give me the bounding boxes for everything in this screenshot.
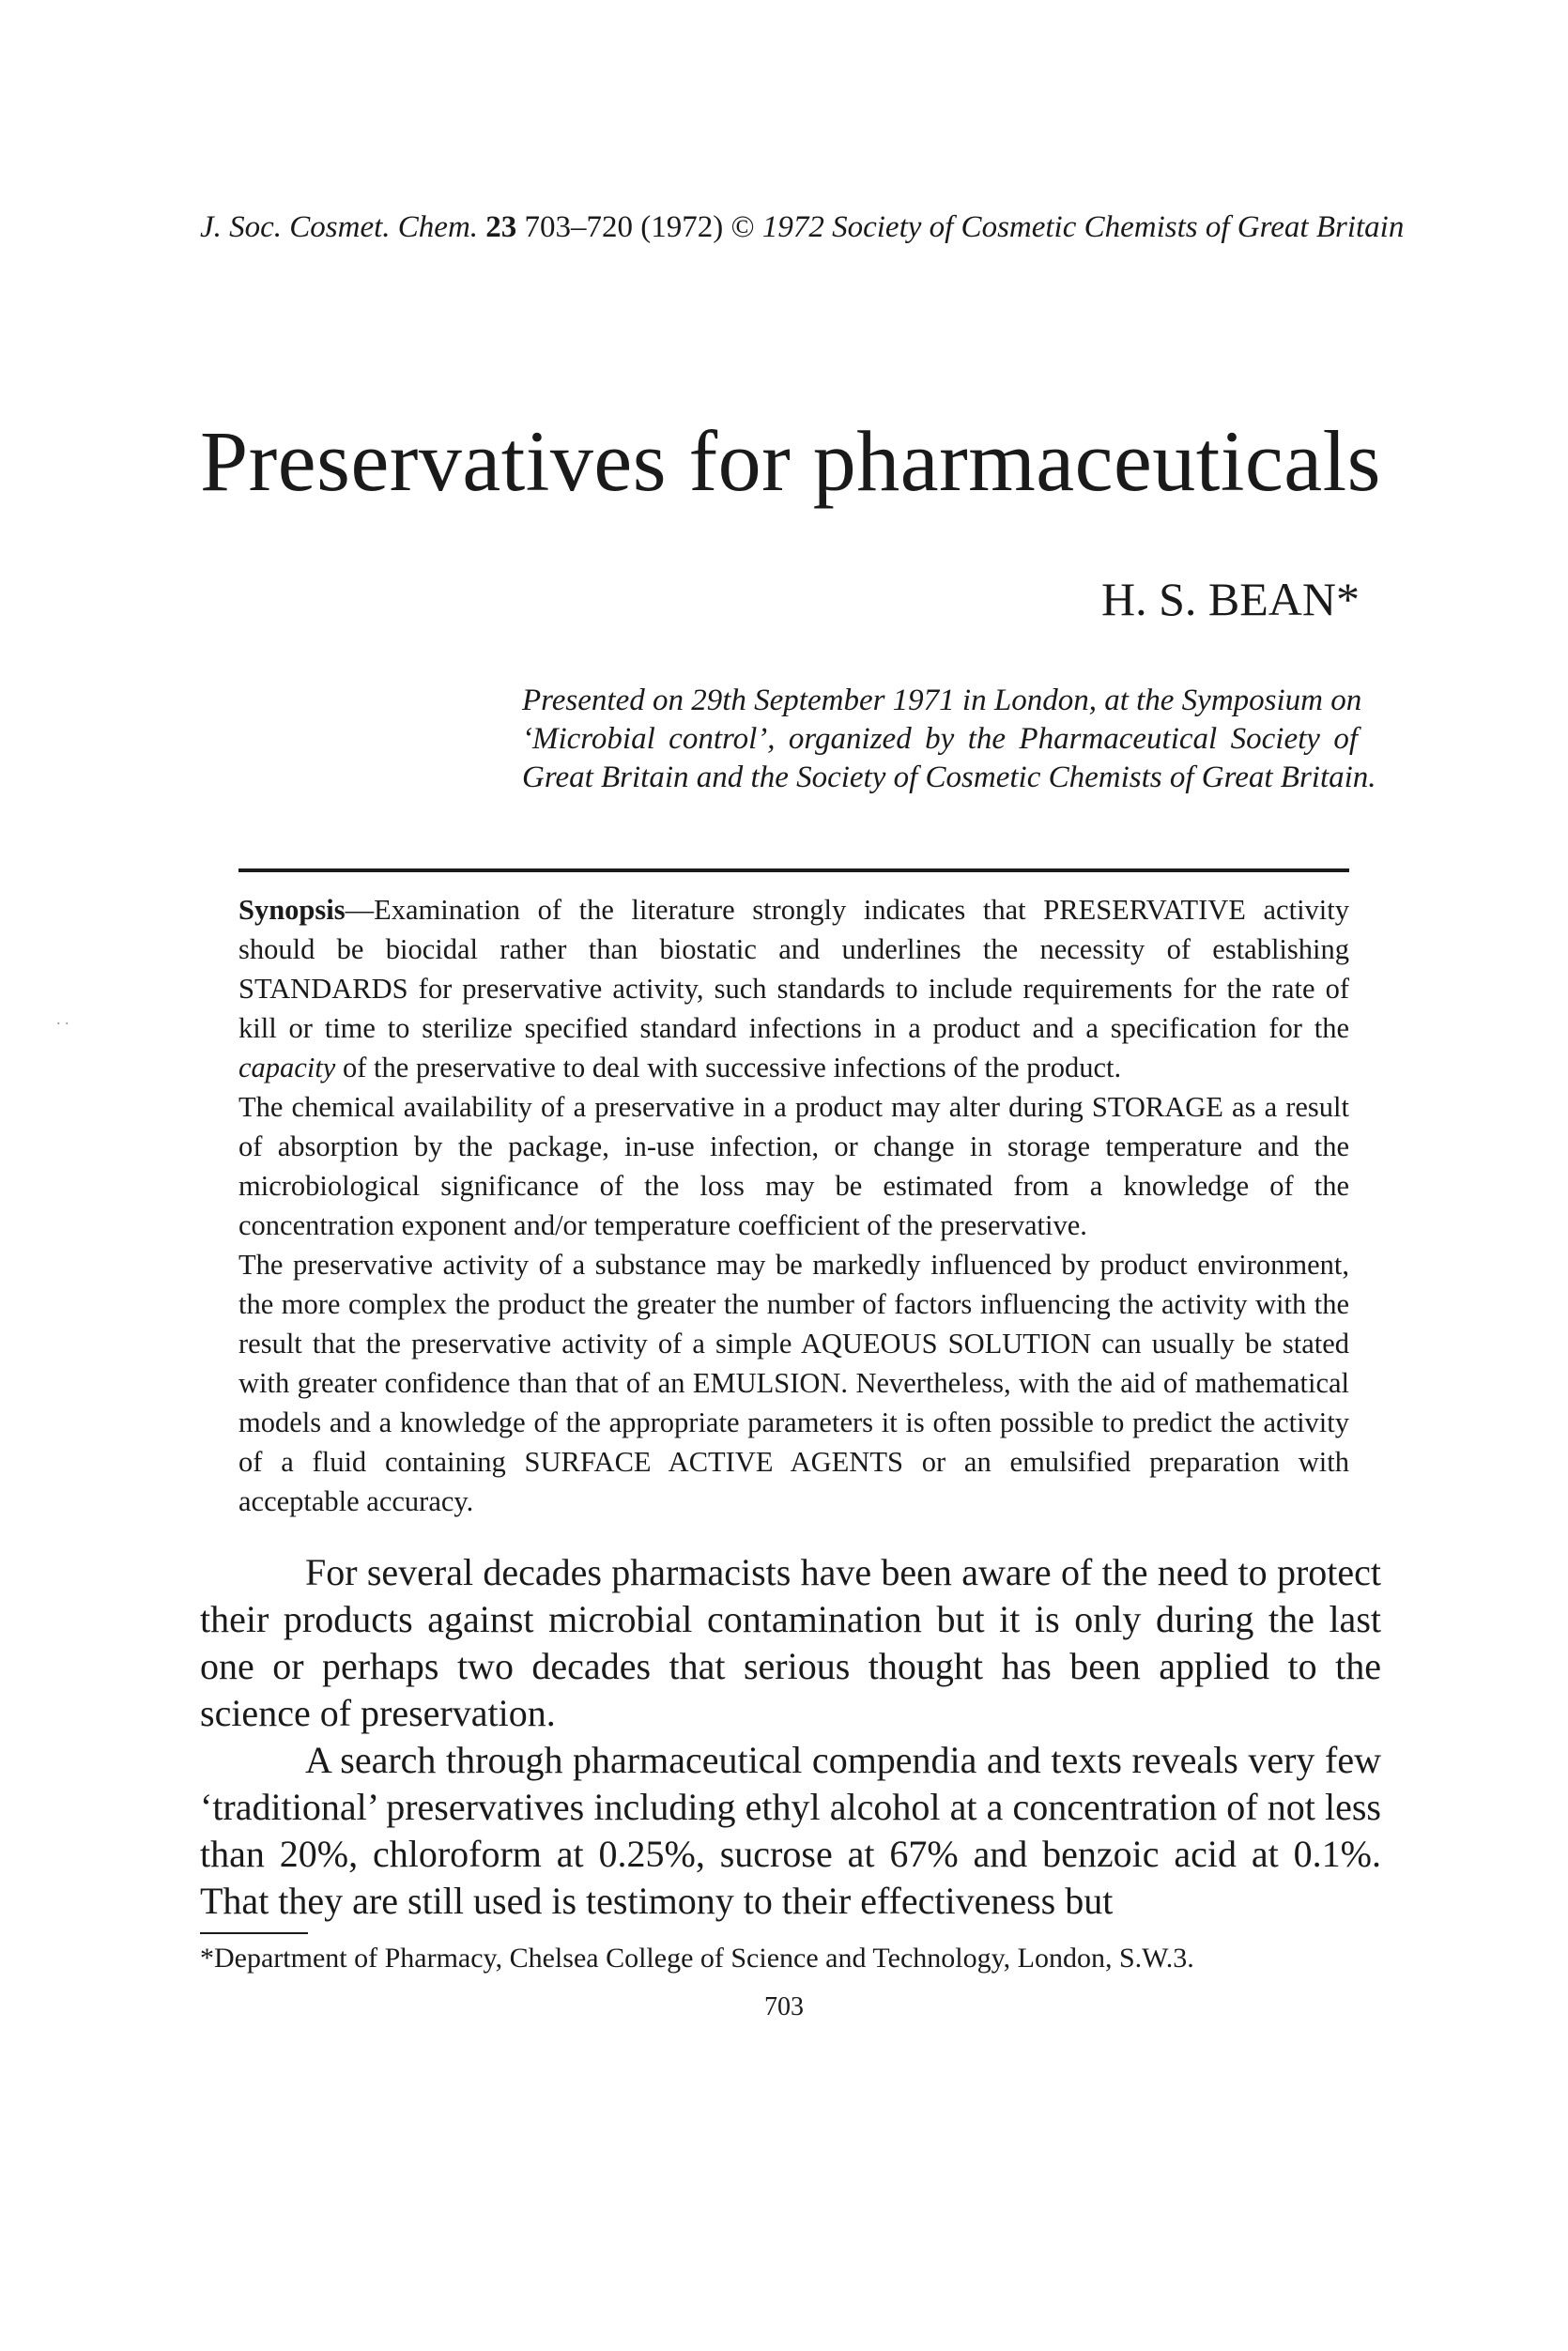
presentation-note-line: ‘Microbial control’, organized by the Pharmaceutical Society of bbox=[522, 722, 1358, 756]
presentation-note bbox=[522, 682, 1376, 797]
synopsis-divider bbox=[238, 868, 1349, 872]
running-head bbox=[200, 208, 1405, 246]
synopsis-paragraph bbox=[238, 890, 1349, 1087]
presentation-note-line: Presented on 29th September 1971 in London, at the Symposium on bbox=[522, 684, 1362, 717]
synopsis-label: Synopsis bbox=[238, 894, 346, 926]
synopsis bbox=[238, 890, 1349, 1521]
presentation-note-line: Great Britain and the Society of Cosmetic Chemists of Great Britain. bbox=[522, 761, 1376, 794]
body-paragraph: A search through pharmaceutical compendia and texts reveals very few ‘traditional’ preservatives including ethyl alcohol at a concentration of not less than 20%, chloroform at 0.25%, sucrose at 67% and benzoic acid at 0.1%. That they are still used is testimony to their effectiveness but bbox=[200, 1739, 1381, 1922]
article-title: Preservatives for pharmaceuticals bbox=[200, 413, 1381, 509]
synopsis-text: of the preservative to deal with successive infections of the product. bbox=[335, 1052, 1122, 1083]
author-name: H. S. BEAN* bbox=[1100, 573, 1360, 625]
pages-year: 703–720 (1972) bbox=[524, 210, 724, 244]
copyright-text: 1972 Society of Cosmetic Chemists of Great Britain bbox=[761, 210, 1405, 244]
journal-name: J. Soc. Cosmet. Chem. bbox=[200, 210, 479, 244]
footnote-divider bbox=[200, 1932, 308, 1934]
synopsis-italic: capacity bbox=[238, 1052, 336, 1083]
margin-mark: . . bbox=[56, 1009, 69, 1028]
synopsis-text: —Examination of the literature strongly indicates that PRESERVATIVE activity should be biocidal rather than biostatic and underlines the necessity of establishing STANDARDS for preservative activity, such standards to include requirements for the rate of kill or time to sterilize specified standard infections in a product and a specification for the bbox=[238, 894, 1349, 1044]
page-number: 703 bbox=[764, 1992, 804, 2021]
synopsis-paragraph: The chemical availability of a preservative in a product may alter during STORAGE as a result of absorption by the package, in-use infection, or change in storage temperature and the microbiological significance of the loss may be estimated from a knowledge of the concentration exponent and/or temperature coefficient of the preservative. bbox=[238, 1091, 1349, 1241]
body-text bbox=[200, 1549, 1381, 1925]
volume-number: 23 bbox=[485, 210, 517, 244]
copyright-icon: © bbox=[730, 210, 755, 244]
synopsis-paragraph: The preservative activity of a substance may be markedly influenced by product environment, the more complex the product the greater the number of factors influencing the activity with the result that the preservative activity of a simple AQUEOUS SOLUTION can usually be stated with greater confidence than that of an EMULSION. Nevertheless, with the aid of mathematical models and a knowledge of the appropriate parameters it is often possible to predict the activity of a fluid containing SURFACE ACTIVE AGENTS or an emulsified preparation with acceptable accuracy. bbox=[238, 1249, 1349, 1517]
footnote: *Department of Pharmacy, Chelsea College of Science and Technology, London, S.W.3. bbox=[200, 1943, 1194, 1974]
body-paragraph: For several decades pharmacists have been aware of the need to protect their products against microbial contamination but it is only during the last one or perhaps two decades that serious thought has been applied to the science of preservation. bbox=[200, 1551, 1381, 1734]
